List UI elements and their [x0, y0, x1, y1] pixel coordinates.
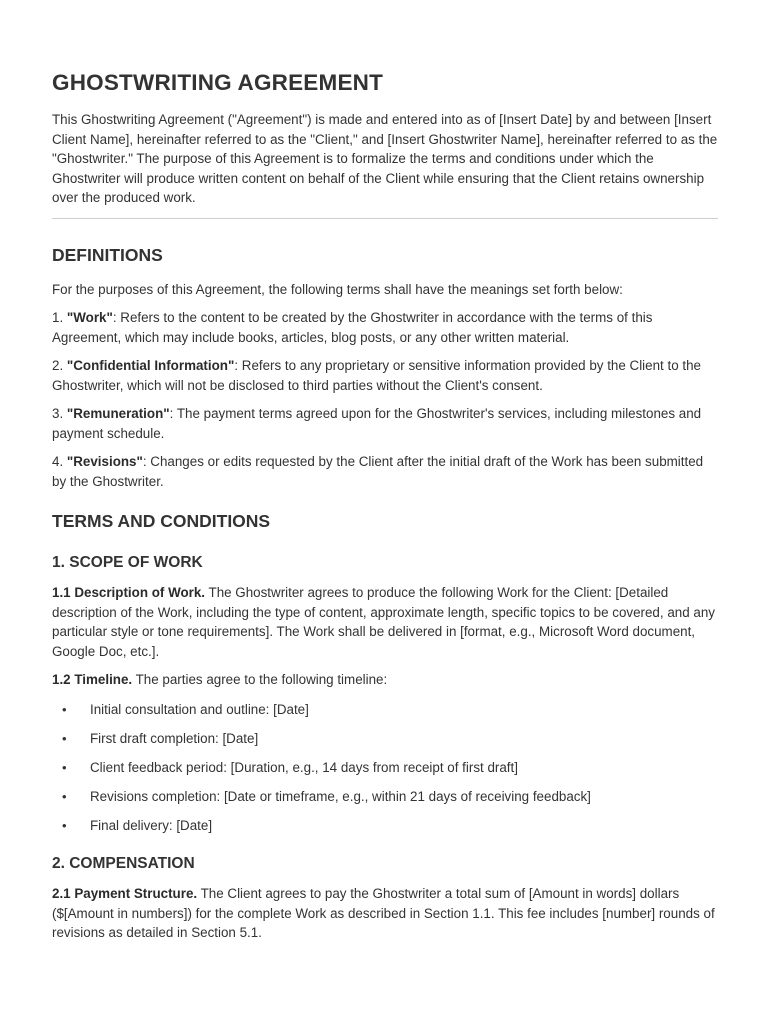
bullet-icon: •	[62, 730, 67, 746]
list-item: • Initial consultation and outline: [Date]	[52, 700, 718, 720]
definition-term: "Work"	[66, 310, 113, 325]
compensation-heading: 2. COMPENSATION	[52, 855, 195, 872]
bullet-icon: •	[62, 817, 67, 833]
list-item: • Revisions completion: [Date or timeframe, e.g., within 21 days of receiving feedback]	[52, 787, 718, 807]
definition-item: 3. "Remuneration": The payment terms agreed upon for the Ghostwriter's services, including milestones and payment schedule.	[52, 406, 702, 441]
list-item: • Final delivery: [Date]	[52, 816, 718, 836]
bullet-icon: •	[62, 701, 67, 717]
scope-heading: 1. SCOPE OF WORK	[52, 554, 203, 571]
scope-timeline: 1.2 Timeline. The parties agree to the following timeline:	[52, 672, 388, 687]
definition-term: "Remuneration"	[66, 406, 170, 421]
definition-item: 4. "Revisions": Changes or edits requested by the Client after the initial draft of the Work has been submitted by the Ghostwriter.	[52, 454, 704, 489]
clause-label: 1.1 Description of Work.	[52, 585, 206, 600]
definition-term: "Confidential Information"	[66, 358, 235, 373]
definition-term: "Revisions"	[66, 454, 143, 469]
clause-label: 2.1 Payment Structure.	[52, 886, 198, 901]
bullet-icon: •	[62, 759, 67, 775]
list-item: • First draft completion: [Date]	[52, 729, 718, 749]
section-divider	[52, 218, 718, 219]
timeline-list	[52, 700, 718, 836]
clause-label: 1.2 Timeline.	[52, 672, 133, 687]
definition-item: 1. "Work": Refers to the content to be created by the Ghostwriter in accordance with the terms of this Agreement, which may include books, articles, blog posts, or any other written material.	[52, 310, 653, 345]
scope-description: 1.1 Description of Work. The Ghostwriter agrees to produce the following Work for the Client: [Detailed description of the Work, including the type of content, approximate length, specific topics to be covered, and any particular style or tone requirements]. The Work shall be delivered in [format, e.g., Microsoft Word document, Google Doc, etc.].	[52, 585, 715, 659]
document-title: GHOSTWRITING AGREEMENT	[52, 70, 384, 95]
terms-heading: TERMS AND CONDITIONS	[52, 511, 271, 531]
intro-paragraph: This Ghostwriting Agreement ("Agreement") is made and entered into as of [Insert Date] by and between [Insert Client Name], hereinafter referred to as the "Client," and [Insert Ghostwriter Name], hereinafter referred to as the "Ghostwriter." The purpose of this Agreement is to formalize the terms and conditions under which the Ghostwriter will produce written content on behalf of the Client while ensuring that the Client retains ownership over the produced work.	[52, 112, 718, 205]
definitions-heading: DEFINITIONS	[52, 244, 163, 265]
definitions-lead: For the purposes of this Agreement, the following terms shall have the meanings set forth below:	[52, 281, 623, 297]
definition-item: 2. "Confidential Information": Refers to any proprietary or sensitive information provided by the Client to the Ghostwriter, which will not be disclosed to third parties without the Client's consent.	[52, 358, 701, 393]
bullet-icon: •	[62, 788, 67, 804]
compensation-payment: 2.1 Payment Structure. The Client agrees to pay the Ghostwriter a total sum of [Amount in words] dollars ($[Amount in numbers]) for the complete Work as described in Section 1.1. This fee includes [number] rounds of revisions as detailed in Section 5.1.	[52, 886, 715, 940]
list-item: • Client feedback period: [Duration, e.g., 14 days from receipt of first draft]	[52, 758, 718, 778]
